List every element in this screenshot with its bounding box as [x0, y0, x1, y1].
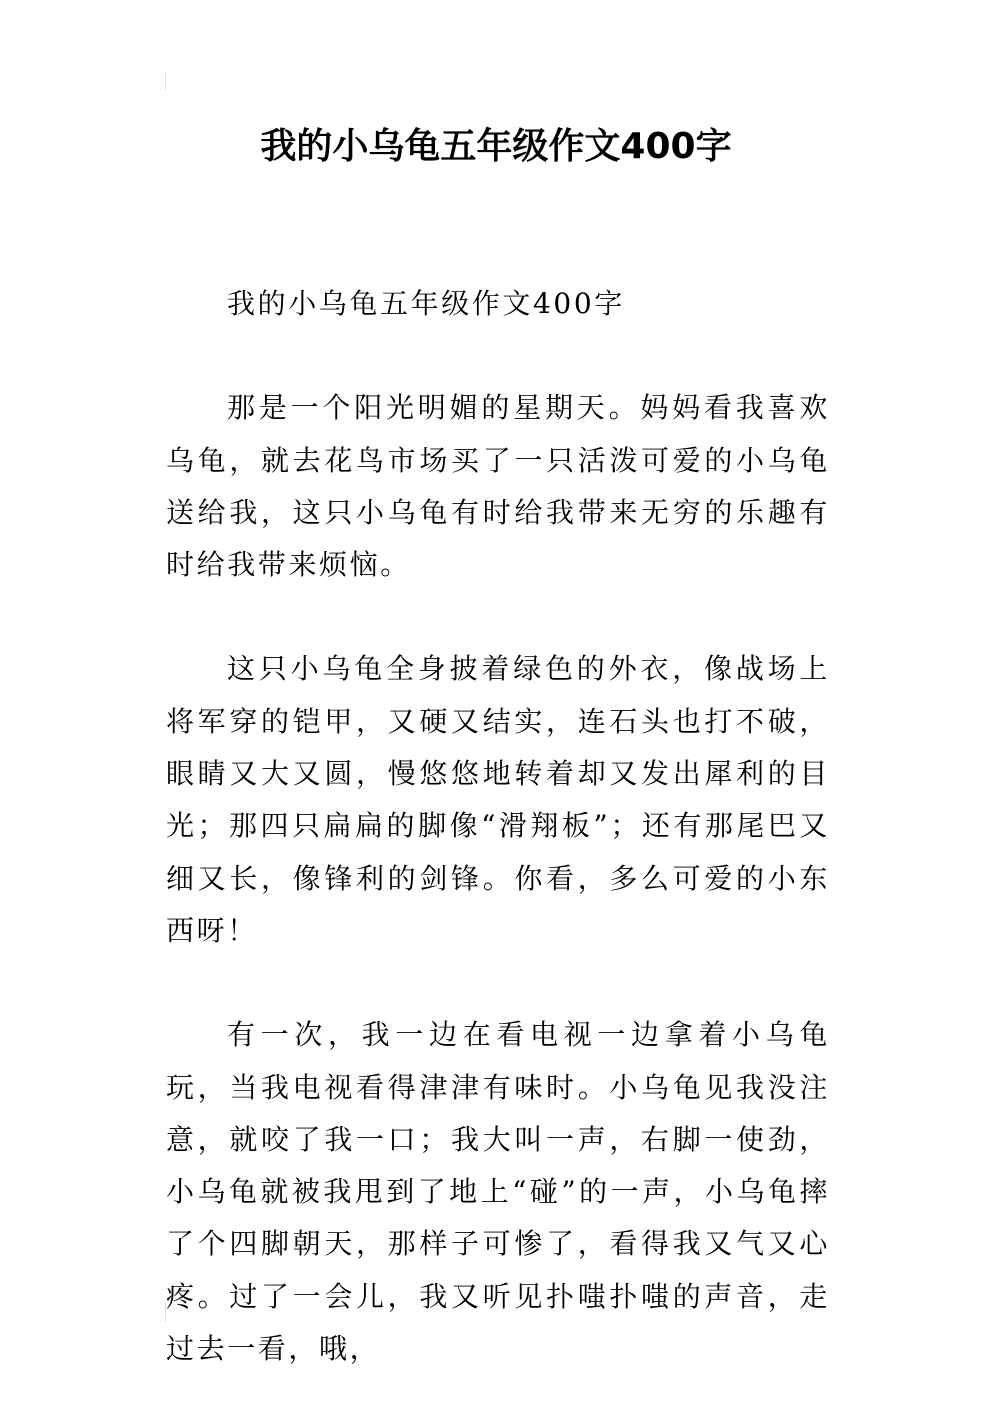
- top-margin-mark: [165, 72, 166, 90]
- paragraph-1: 那是一个阳光明媚的星期天。妈妈看我喜欢乌龟，就去花鸟市场买了一只活泼可爱的小乌龟送给我，这只小乌龟有时给我带来无穷的乐趣有时给我带来烦恼。: [166, 391, 830, 582]
- document-title: 我的小乌龟五年级作文400字: [260, 126, 732, 167]
- paragraph-3: 有一次，我一边在看电视一边拿着小乌龟玩，当我电视看得津津有味时。小乌龟见我没注意，就咬了我一口；我大叫一声，右脚一使劲，小乌龟就被我甩到了地上“碰”的一声，小乌龟摔了个四脚朝天，那样子可惨了，看得我又气又心疼。过了一会儿，我又听见扑嗤扑嗤的声音，走过去一看，哦，: [166, 1018, 830, 1366]
- paragraph-2: 这只小乌龟全身披着绿色的外衣，像战场上将军穿的铠甲，又硬又结实，连石头也打不破，眼睛又大又圆，慢悠悠地转着却又发出犀利的目光；那四只扁扁的脚像“滑翔板”；还有那尾巴又细又长，像锋利的剑锋。你看，多么可爱的小东西呀！: [166, 652, 830, 947]
- document-body: [166, 278, 830, 1375]
- bottom-margin-mark: [165, 1302, 166, 1322]
- essay-subtitle: 我的小乌龟五年级作文400字: [227, 287, 625, 320]
